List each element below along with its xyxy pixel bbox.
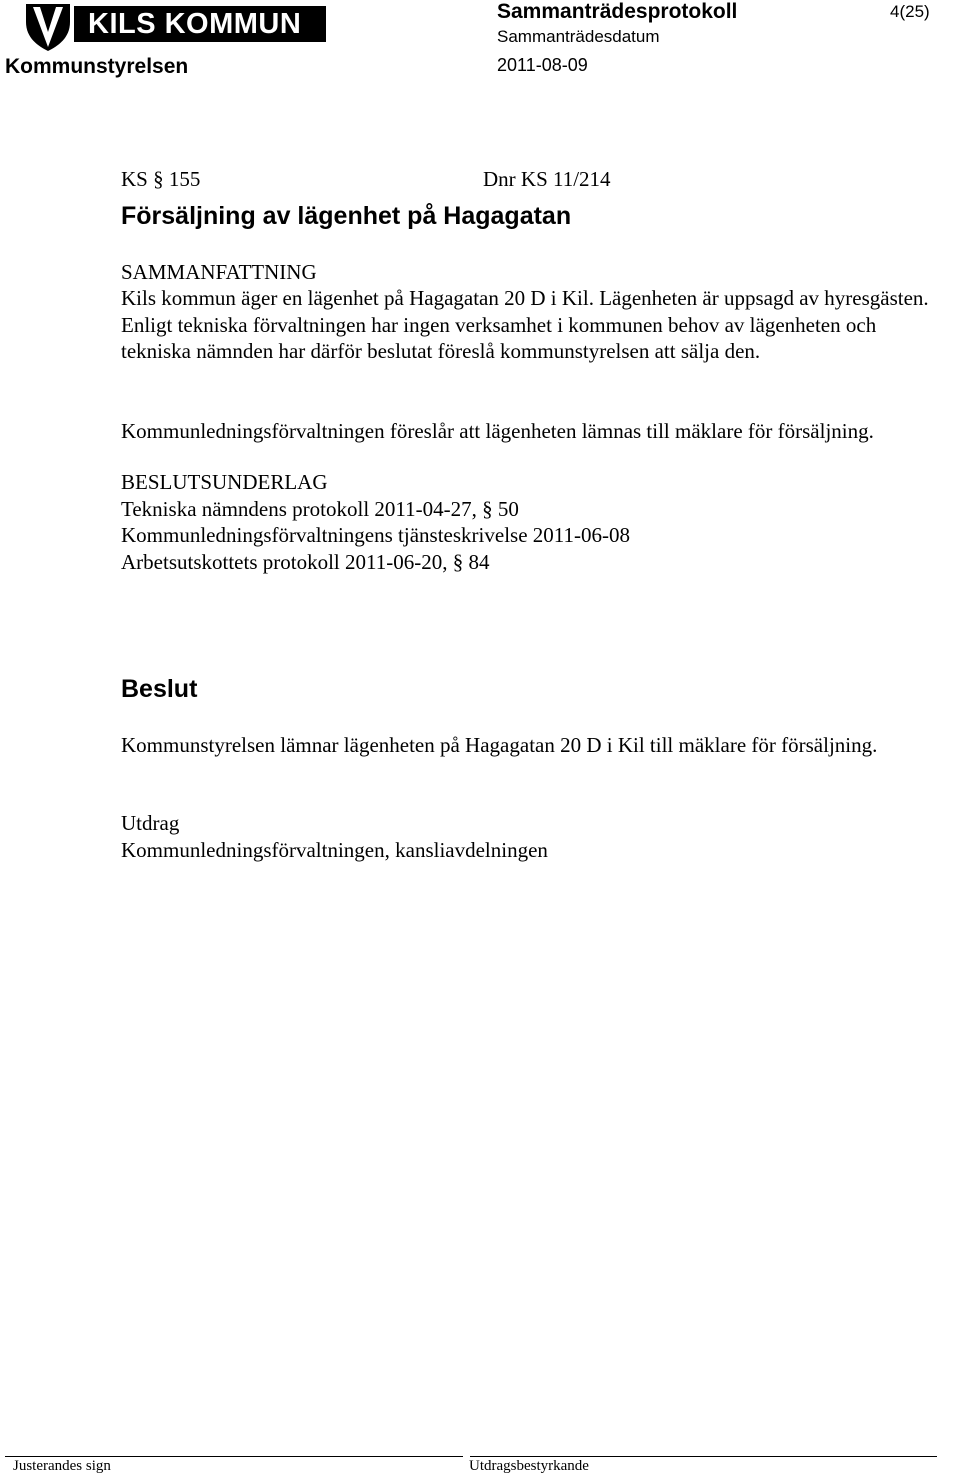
summary-paragraph-1: Kils kommun äger en lägenhet på Hagagatan 20 D i Kil. Lägenheten är uppsagd av hyresgästen. Enligt tekniska förvaltningen har ingen verksamhet i kommunen behov av lägenheten och tekniska nämnden har därför beslutat föreslå kommunstyrelsen att sälja den. [121,286,929,363]
footer-divider-left [5,1456,463,1457]
case-dnr: Dnr KS 11/214 [483,167,611,191]
kils-kommun-logo [4,2,326,50]
footer-justification-sign: Justerandes sign [13,1458,111,1474]
basis-item: Tekniska nämndens protokoll 2011-04-27, § 50 [121,497,519,521]
footer-divider-right [470,1456,937,1457]
page-number: 4(25) [890,2,930,21]
basis-item: Kommunledningsförvaltningens tjänsteskrivelse 2011-06-08 [121,523,630,547]
extract-recipient: Kommunledningsförvaltningen, kansliavdelningen [121,838,548,862]
page-title: Försäljning av lägenhet på Hagagatan [121,202,572,230]
case-number: KS § 155 [121,167,201,191]
organization-name: Kommunstyrelsen [5,55,189,78]
logo-banner [74,6,326,42]
basis-item: Arbetsutskottets protokoll 2011-06-20, § 84 [121,550,490,574]
meeting-date-label: Sammanträdesdatum [497,27,660,46]
extract-heading: Utdrag [121,811,180,835]
summary-heading: SAMMANFATTNING [121,260,317,284]
summary-paragraph-2: Kommunledningsförvaltningen föreslår att lägenheten lämnas till mäklare för försäljning. [121,419,874,443]
document-type: Sammanträdesprotokoll [497,0,738,23]
footer-extract-verification: Utdragsbestyrkande [469,1458,589,1474]
basis-heading: BESLUTSUNDERLAG [121,470,328,494]
meeting-date: 2011-08-09 [497,55,588,75]
coat-of-arms-icon [24,2,72,52]
logo-text: KILS KOMMUN [88,8,302,40]
decision-text: Kommunstyrelsen lämnar lägenheten på Hagagatan 20 D i Kil till mäklare för försäljning. [121,733,878,757]
decision-heading: Beslut [121,675,198,703]
